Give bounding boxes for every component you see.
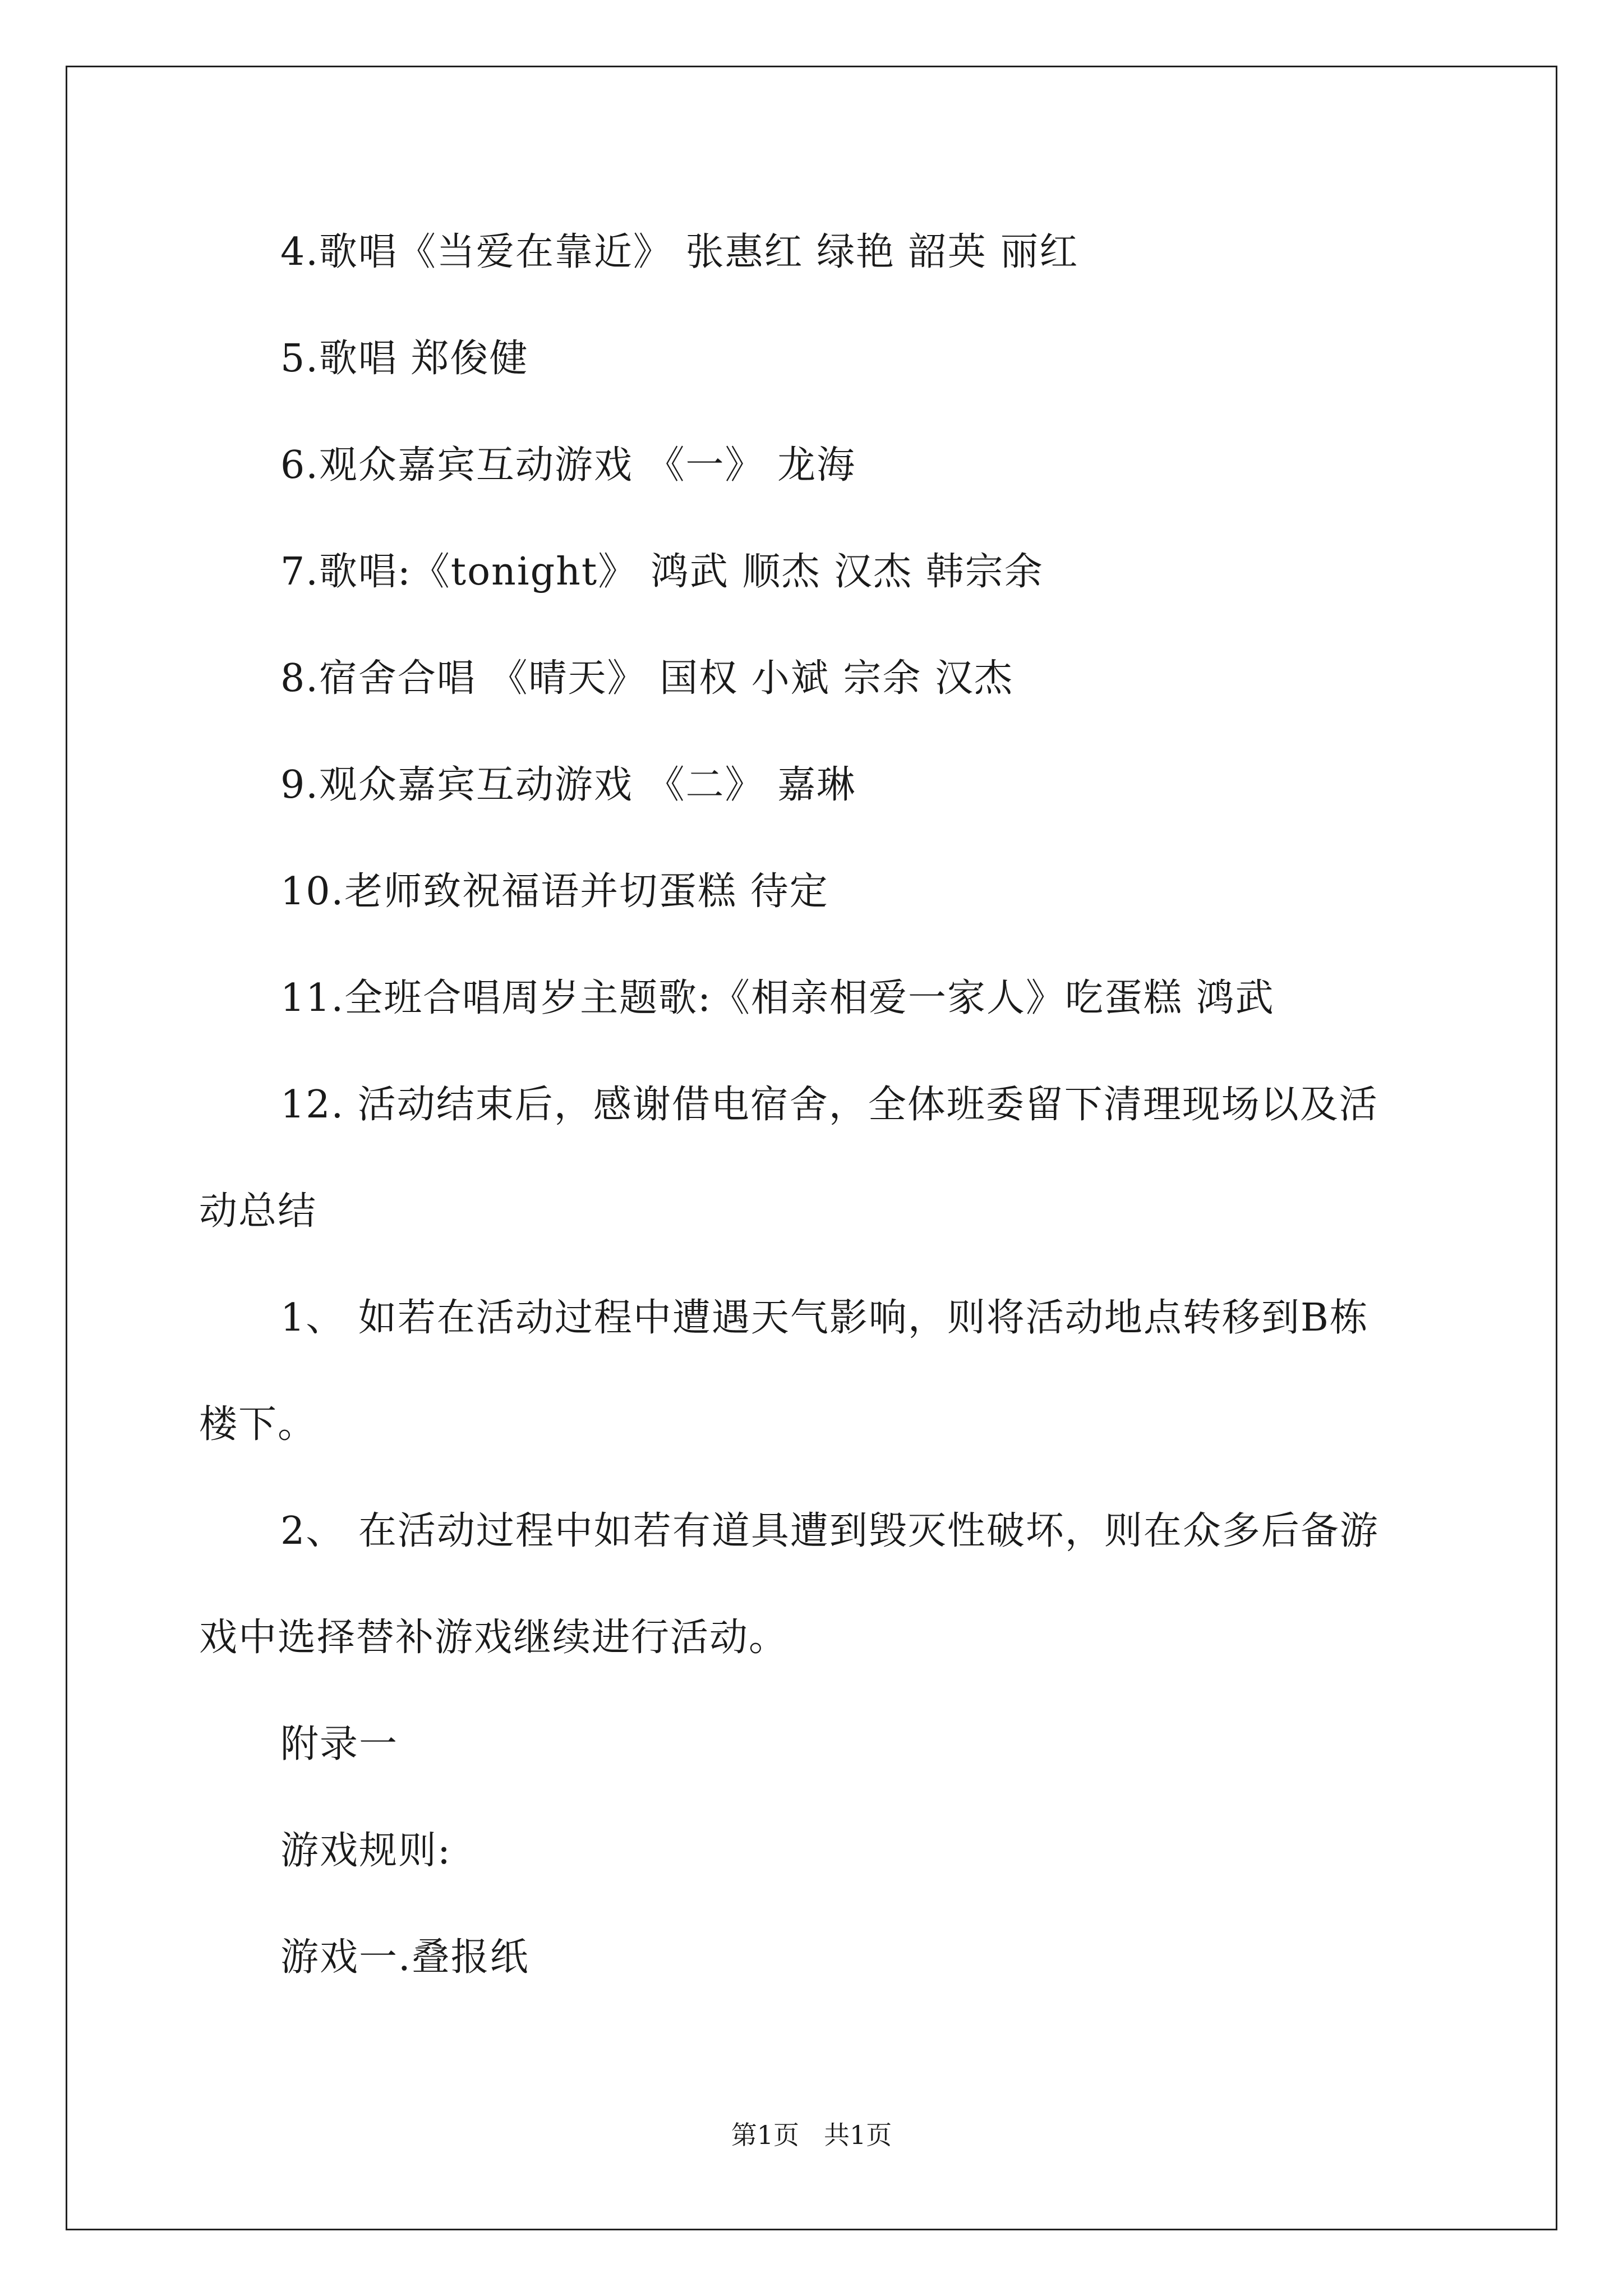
page-total: 共1页 xyxy=(823,2120,892,2150)
program-item-12: 12. 活动结束后，感谢借电宿舍，全体班委留下清理现场以及活 xyxy=(280,1083,1378,1127)
program-item-5: 5.歌唱 郑俊健 xyxy=(280,337,529,381)
program-item-9: 9.观众嘉宾互动游戏 《二》 嘉琳 xyxy=(280,763,856,807)
program-item-4: 4.歌唱《当爱在靠近》 张惠红 绿艳 韶英 丽红 xyxy=(280,230,1079,274)
program-item-12-cont: 动总结 xyxy=(199,1189,317,1234)
program-item-11: 11.全班合唱周岁主题歌:《相亲相爱一家人》吃蛋糕 鸿武 xyxy=(280,976,1275,1020)
program-item-7: 7.歌唱:《tonight》 鸿武 顺杰 汉杰 韩宗余 xyxy=(280,550,1044,594)
contingency-1-cont: 楼下。 xyxy=(199,1402,317,1447)
contingency-2: 2、 在活动过程中如若有道具遭到毁灭性破坏，则在众多后备游 xyxy=(280,1509,1379,1553)
appendix-title: 附录一 xyxy=(280,1722,399,1766)
page-footer xyxy=(0,2118,1623,2152)
program-item-6: 6.观众嘉宾互动游戏 《一》 龙海 xyxy=(280,443,856,487)
program-item-8: 8.宿舍合唱 《晴天》 国权 小斌 宗余 汉杰 xyxy=(280,656,1013,701)
program-item-10: 10.老师致祝福语并切蛋糕 待定 xyxy=(280,869,829,914)
contingency-2-cont: 戏中选择替补游戏继续进行活动。 xyxy=(199,1616,789,1660)
game-rules-heading: 游戏规则: xyxy=(280,1829,451,1873)
game-one-title: 游戏一.叠报纸 xyxy=(280,1935,529,1980)
contingency-1: 1、 如若在活动过程中遭遇天气影响，则将活动地点转移到B栋 xyxy=(280,1296,1369,1340)
page-number: 第1页 xyxy=(731,2120,800,2150)
